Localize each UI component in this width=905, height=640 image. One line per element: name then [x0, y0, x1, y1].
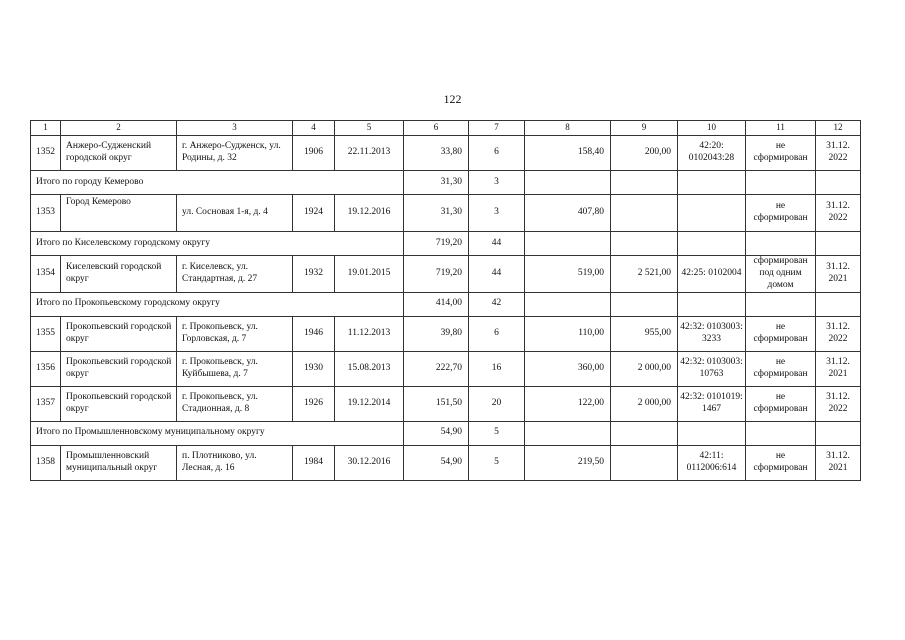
plot-status-cell: не сформирован [746, 445, 816, 480]
area-cell: 222,70 [404, 351, 469, 386]
relocation-deadline-cell: 31.12. 2021 [816, 256, 861, 293]
cadastral-number-cell: 42:32: 0103003: 10763 [678, 351, 746, 386]
residents-count-cell: 6 [469, 316, 525, 351]
residents-count-cell: 6 [469, 136, 525, 171]
record-number-cell: 1354 [31, 256, 61, 293]
empty-cell [611, 421, 678, 445]
recognition-date-cell: 15.08.2013 [335, 351, 404, 386]
column-number-header: 6 [404, 121, 469, 136]
page-number: 122 [443, 92, 462, 106]
recognition-date-cell: 19.01.2015 [335, 256, 404, 293]
column-number-header: 7 [469, 121, 525, 136]
build-year-cell: 1930 [293, 351, 335, 386]
recognition-date-cell: 19.12.2014 [335, 386, 404, 421]
housing-registry-table [30, 120, 861, 481]
column-number-header: 5 [335, 121, 404, 136]
table-row [31, 316, 861, 351]
build-year-cell: 1932 [293, 256, 335, 293]
subtotal-residents: 3 [469, 171, 525, 195]
area-cell: 151,50 [404, 386, 469, 421]
land-area-cell: 122,00 [525, 386, 611, 421]
land-area-cell: 519,00 [525, 256, 611, 293]
address-cell: г. Прокопьевск, ул. Горловская, д. 7 [177, 316, 293, 351]
build-year-cell: 1926 [293, 386, 335, 421]
land-area-cell: 360,00 [525, 351, 611, 386]
land-plot-area-cell: 2 000,00 [611, 386, 678, 421]
municipality-cell: Город Кемерово [61, 195, 177, 232]
area-cell: 719,20 [404, 256, 469, 293]
empty-cell [746, 232, 816, 256]
empty-cell [678, 292, 746, 316]
subtotal-area: 719,20 [404, 232, 469, 256]
area-cell: 54,90 [404, 445, 469, 480]
table-row [31, 136, 861, 171]
area-cell: 39,80 [404, 316, 469, 351]
residents-count-cell: 20 [469, 386, 525, 421]
build-year-cell: 1984 [293, 445, 335, 480]
recognition-date-cell: 30.12.2016 [335, 445, 404, 480]
subtotal-row [31, 232, 861, 256]
subtotal-row [31, 292, 861, 316]
plot-status-cell: не сформирован [746, 195, 816, 232]
plot-status-cell: не сформирован [746, 351, 816, 386]
column-number-header: 12 [816, 121, 861, 136]
land-plot-area-cell [611, 195, 678, 232]
address-cell: г. Анжеро-Судженск, ул. Родины, д. 32 [177, 136, 293, 171]
subtotal-area: 54,90 [404, 421, 469, 445]
land-plot-area-cell [611, 445, 678, 480]
land-plot-area-cell: 2 521,00 [611, 256, 678, 293]
empty-cell [525, 232, 611, 256]
municipality-cell: Анжеро-Судженский городской округ [61, 136, 177, 171]
empty-cell [678, 171, 746, 195]
cadastral-number-cell [678, 195, 746, 232]
land-plot-area-cell: 955,00 [611, 316, 678, 351]
empty-cell [816, 292, 861, 316]
table-row [31, 445, 861, 480]
plot-status-cell: не сформирован [746, 386, 816, 421]
relocation-deadline-cell: 31.12. 2021 [816, 445, 861, 480]
residents-count-cell: 16 [469, 351, 525, 386]
column-number-header: 8 [525, 121, 611, 136]
empty-cell [816, 232, 861, 256]
residents-count-cell: 44 [469, 256, 525, 293]
empty-cell [611, 171, 678, 195]
subtotal-residents: 44 [469, 232, 525, 256]
subtotal-area: 31,30 [404, 171, 469, 195]
subtotal-label: Итого по Прокопьевскому городскому округу [31, 292, 404, 316]
build-year-cell: 1906 [293, 136, 335, 171]
subtotal-area: 414,00 [404, 292, 469, 316]
cadastral-number-cell: 42:32: 0103003: 3233 [678, 316, 746, 351]
empty-cell [525, 421, 611, 445]
municipality-cell: Прокопьевский городской округ [61, 316, 177, 351]
address-cell: г. Прокопьевск, ул. Куйбышева, д. 7 [177, 351, 293, 386]
relocation-deadline-cell: 31.12. 2021 [816, 351, 861, 386]
subtotal-label: Итого по городу Кемерово [31, 171, 404, 195]
subtotal-row [31, 421, 861, 445]
empty-cell [678, 232, 746, 256]
subtotal-label: Итого по Киселевскому городскому округу [31, 232, 404, 256]
empty-cell [611, 232, 678, 256]
relocation-deadline-cell: 31.12. 2022 [816, 136, 861, 171]
record-number-cell: 1358 [31, 445, 61, 480]
record-number-cell: 1352 [31, 136, 61, 171]
subtotal-label: Итого по Промышленновскому муниципальному округу [31, 421, 404, 445]
column-number-header: 2 [61, 121, 177, 136]
recognition-date-cell: 19.12.2016 [335, 195, 404, 232]
table-row [31, 195, 861, 232]
land-area-cell: 158,40 [525, 136, 611, 171]
relocation-deadline-cell: 31.12. 2022 [816, 195, 861, 232]
table-row [31, 386, 861, 421]
address-cell: п. Плотниково, ул. Лесная, д. 16 [177, 445, 293, 480]
area-cell: 33,80 [404, 136, 469, 171]
residents-count-cell: 5 [469, 445, 525, 480]
subtotal-row [31, 171, 861, 195]
table-row [31, 256, 861, 293]
land-plot-area-cell: 200,00 [611, 136, 678, 171]
record-number-cell: 1357 [31, 386, 61, 421]
record-number-cell: 1356 [31, 351, 61, 386]
recognition-date-cell: 22.11.2013 [335, 136, 404, 171]
empty-cell [746, 171, 816, 195]
column-number-header: 10 [678, 121, 746, 136]
build-year-cell: 1924 [293, 195, 335, 232]
land-area-cell: 219,50 [525, 445, 611, 480]
address-cell: г. Прокопьевск, ул. Стадионная, д. 8 [177, 386, 293, 421]
municipality-cell: Прокопьевский городской округ [61, 351, 177, 386]
subtotal-residents: 5 [469, 421, 525, 445]
plot-status-cell: не сформирован [746, 316, 816, 351]
empty-cell [746, 421, 816, 445]
cadastral-number-cell: 42:25: 0102004 [678, 256, 746, 293]
relocation-deadline-cell: 31.12. 2022 [816, 316, 861, 351]
empty-cell [611, 292, 678, 316]
address-cell: ул. Сосновая 1-я, д. 4 [177, 195, 293, 232]
empty-cell [746, 292, 816, 316]
land-area-cell: 110,00 [525, 316, 611, 351]
municipality-cell: Киселевский городской округ [61, 256, 177, 293]
empty-cell [816, 171, 861, 195]
relocation-deadline-cell: 31.12. 2022 [816, 386, 861, 421]
residents-count-cell: 3 [469, 195, 525, 232]
land-area-cell: 407,80 [525, 195, 611, 232]
column-number-header: 3 [177, 121, 293, 136]
municipality-cell: Прокопьевский городской округ [61, 386, 177, 421]
cadastral-number-cell: 42:20: 0102043:28 [678, 136, 746, 171]
column-number-header-row [31, 121, 861, 136]
column-number-header: 11 [746, 121, 816, 136]
subtotal-residents: 42 [469, 292, 525, 316]
land-plot-area-cell: 2 000,00 [611, 351, 678, 386]
cadastral-number-cell: 42:11: 0112006:614 [678, 445, 746, 480]
recognition-date-cell: 11.12.2013 [335, 316, 404, 351]
empty-cell [525, 292, 611, 316]
empty-cell [816, 421, 861, 445]
table-row [31, 351, 861, 386]
municipality-cell: Промышленновский муниципальный округ [61, 445, 177, 480]
plot-status-cell: сформирован под одним домом [746, 256, 816, 293]
cadastral-number-cell: 42:32: 0101019: 1467 [678, 386, 746, 421]
empty-cell [525, 171, 611, 195]
column-number-header: 4 [293, 121, 335, 136]
build-year-cell: 1946 [293, 316, 335, 351]
address-cell: г. Киселевск, ул. Стандартная, д. 27 [177, 256, 293, 293]
empty-cell [678, 421, 746, 445]
plot-status-cell: не сформирован [746, 136, 816, 171]
column-number-header: 1 [31, 121, 61, 136]
record-number-cell: 1355 [31, 316, 61, 351]
registry-body [31, 121, 861, 481]
area-cell: 31,30 [404, 195, 469, 232]
record-number-cell: 1353 [31, 195, 61, 232]
column-number-header: 9 [611, 121, 678, 136]
